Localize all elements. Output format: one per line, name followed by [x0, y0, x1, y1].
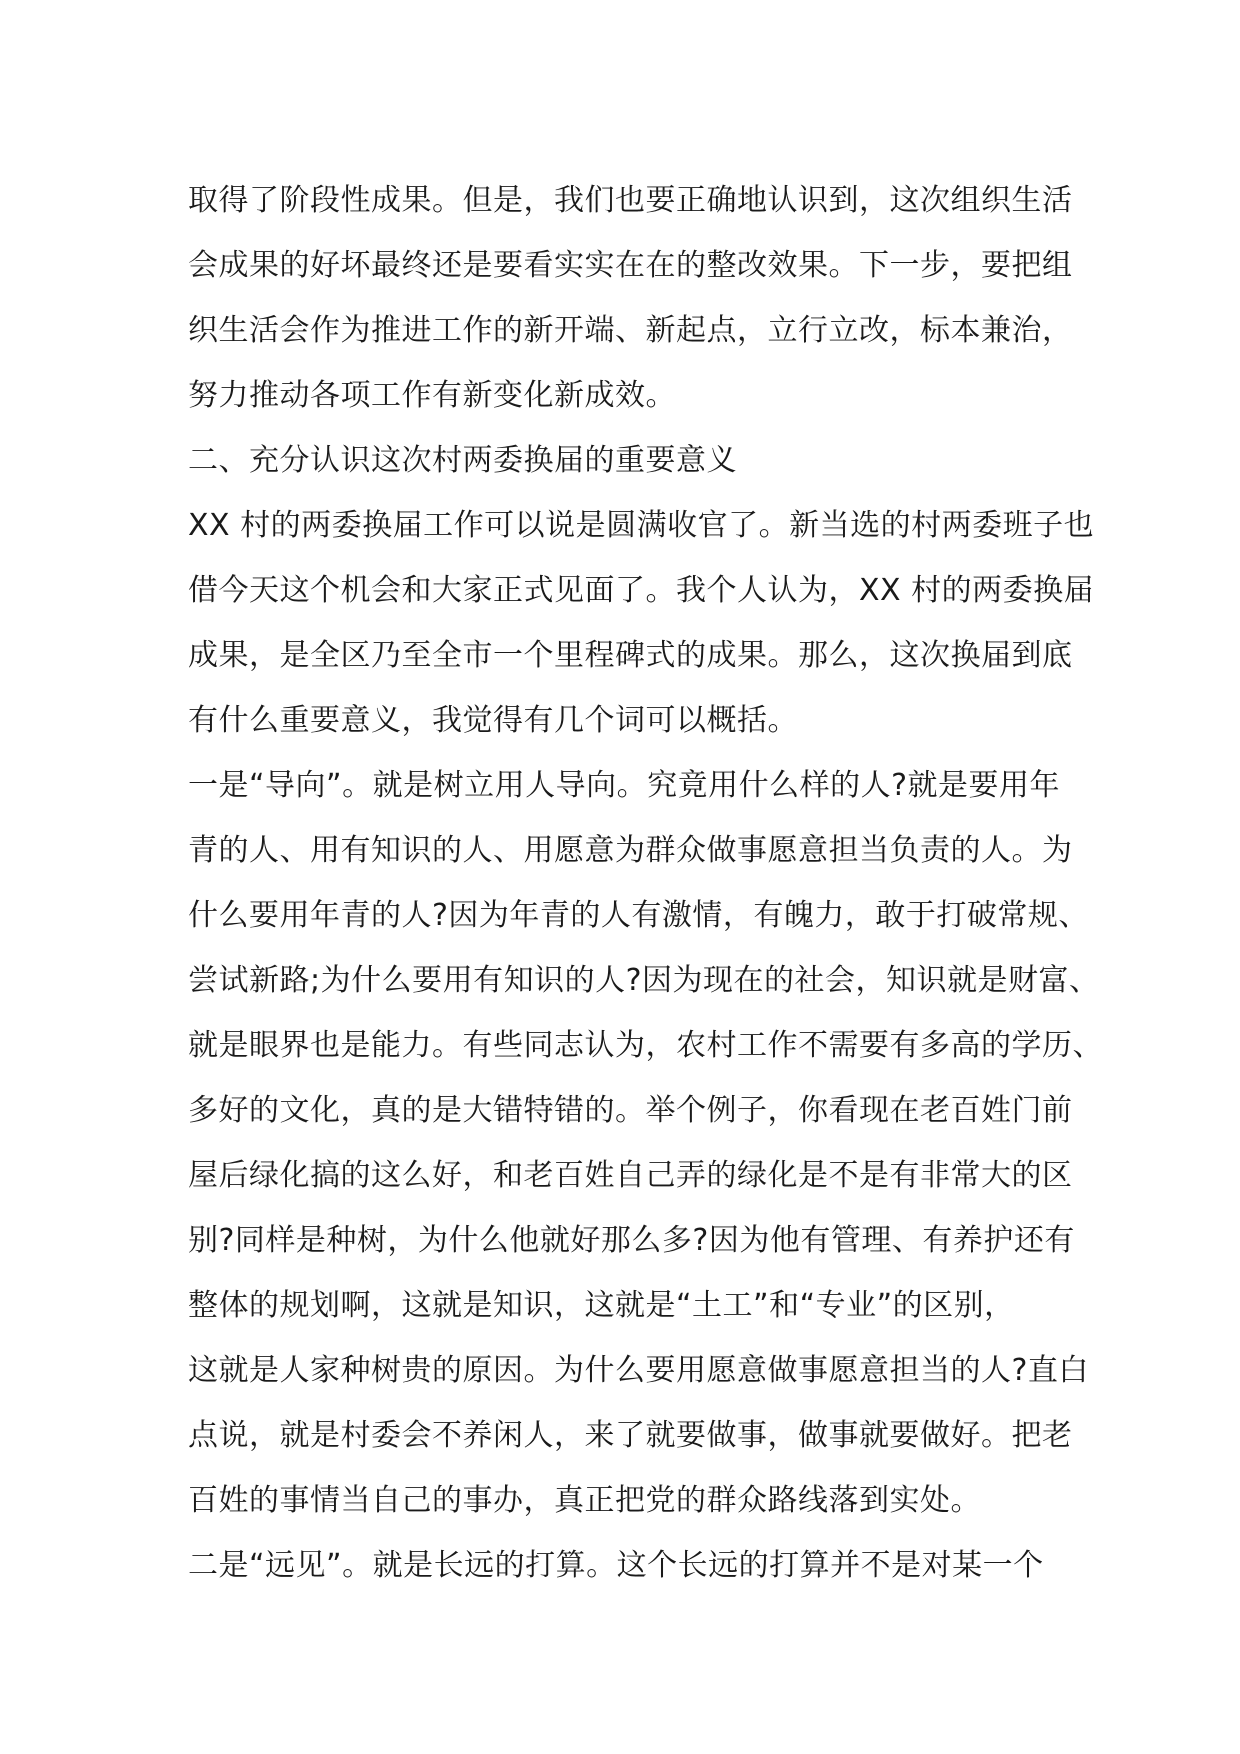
text-line: 青的人、用有知识的人、用愿意为群众做事愿意担当负责的人。为: [188, 833, 1073, 868]
text-line: 这就是人家种树贵的原因。为什么要用愿意做事愿意担当的人?直白: [188, 1353, 1089, 1388]
text-line: 百姓的事情当自己的事办，真正把党的群众路线落到实处。: [188, 1483, 981, 1518]
text-line: 成果，是全区乃至全市一个里程碑式的成果。那么，这次换届到底: [188, 638, 1073, 673]
text-line: 别?同样是种树，为什么他就好那么多?因为他有管理、有养护还有: [188, 1223, 1075, 1258]
text-line: 会成果的好坏最终还是要看实实在在的整改效果。下一步，要把组: [188, 248, 1073, 283]
text-line: 什么要用年青的人?因为年青的人有激情，有魄力，敢于打破常规、: [188, 898, 1089, 933]
body-text: [188, 168, 1103, 1598]
text-line: 有什么重要意义，我觉得有几个词可以概括。: [188, 703, 798, 738]
text-line: 多好的文化，真的是大错特错的。举个例子，你看现在老百姓门前: [188, 1093, 1073, 1128]
section-heading: 二、充分认识这次村两委换届的重要意义: [188, 443, 737, 478]
text-line: 点说，就是村委会不养闲人，来了就要做事，做事就要做好。把老: [188, 1418, 1073, 1453]
text-line: 织生活会作为推进工作的新开端、新起点，立行立改，标本兼治，: [188, 313, 1073, 348]
text-line: 整体的规划啊，这就是知识，这就是“土工”和“专业”的区别，: [188, 1288, 1015, 1323]
text-line: 取得了阶段性成果。但是，我们也要正确地认识到，这次组织生活: [188, 183, 1073, 218]
text-line: 屋后绿化搞的这么好，和老百姓自己弄的绿化是不是有非常大的区: [188, 1158, 1073, 1193]
text-line: 一是“导向”。就是树立用人导向。究竟用什么样的人?就是要用年: [188, 768, 1061, 803]
text-line: 就是眼界也是能力。有些同志认为，农村工作不需要有多高的学历、: [188, 1028, 1103, 1063]
text-line: 二是“远见”。就是长远的打算。这个长远的打算并不是对某一个: [188, 1548, 1044, 1583]
text-line: 尝试新路;为什么要用有知识的人?因为现在的社会，知识就是财富、: [188, 963, 1100, 998]
text-line: 努力推动各项工作有新变化新成效。: [188, 378, 676, 413]
text-line: XX 村的两委换届工作可以说是圆满收官了。新当选的村两委班子也: [188, 508, 1095, 543]
text-line: 借今天这个机会和大家正式见面了。我个人认为，XX 村的两委换届: [188, 573, 1095, 608]
